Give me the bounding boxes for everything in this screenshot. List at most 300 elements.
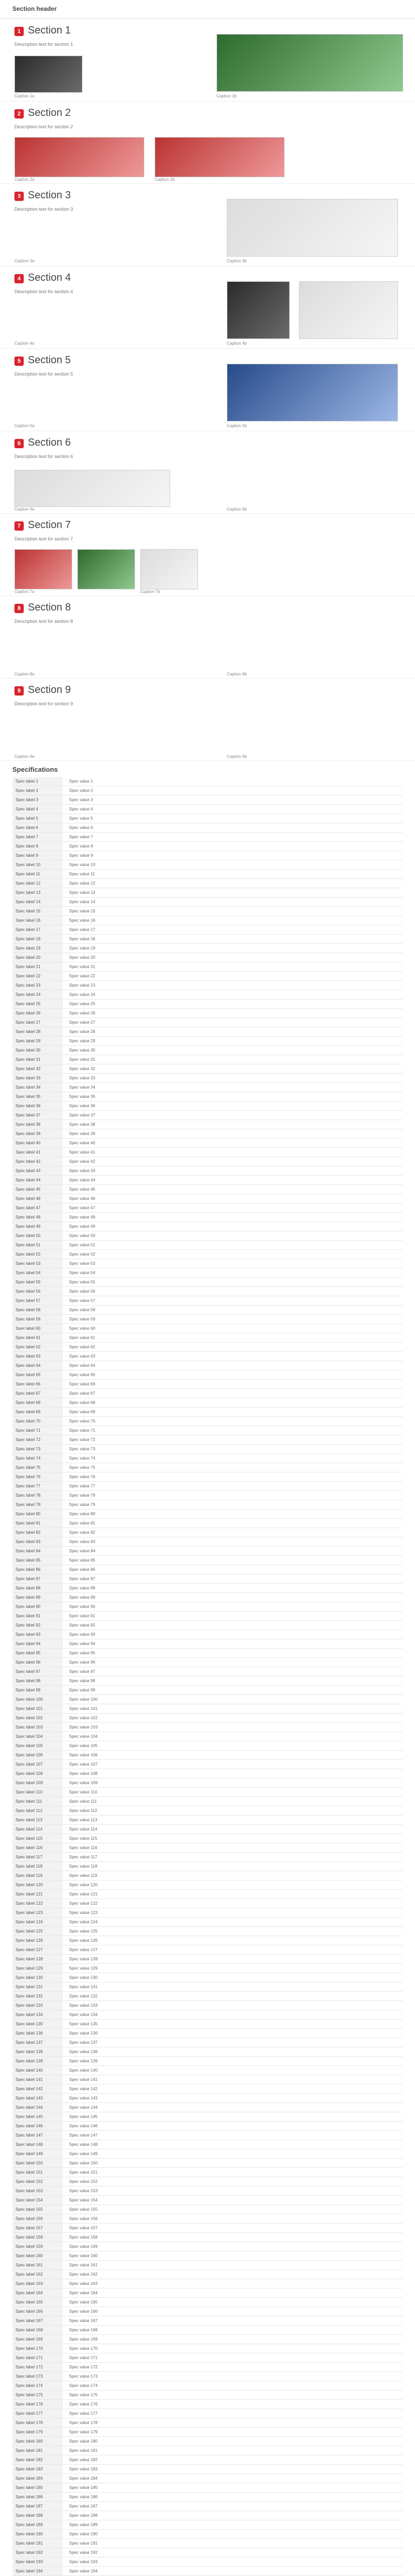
- spec-row: [12, 1537, 403, 1547]
- spec-row: [12, 1834, 403, 1843]
- spec-label: Spec label 75: [12, 1463, 63, 1472]
- spec-value: Spec value 142: [69, 2087, 98, 2091]
- spec-value: Spec value 85: [69, 1558, 95, 1563]
- feature-number: 2: [14, 109, 24, 118]
- spec-value: Spec value 23: [69, 983, 95, 988]
- spec-label: Spec label 27: [12, 1018, 63, 1027]
- spec-row: [12, 1816, 403, 1825]
- spec-label: Spec label 72: [12, 1435, 63, 1444]
- spec-label: Spec label 59: [12, 1315, 63, 1324]
- spec-label: Spec label 184: [12, 2474, 63, 2483]
- spec-value: Spec value 14: [69, 900, 95, 904]
- spec-value: Spec value 170: [69, 2346, 98, 2351]
- spec-row: [12, 2112, 403, 2122]
- spec-row: [12, 1241, 403, 1250]
- feature-title: Section 5: [28, 354, 71, 366]
- feature-caption: Caption 8a: [14, 672, 35, 676]
- spec-value: Spec value 26: [69, 1011, 95, 1015]
- spec-label: Spec label 111: [12, 1797, 63, 1806]
- feature-section: [0, 101, 415, 184]
- spec-value: Spec value 186: [69, 2495, 98, 2499]
- spec-value: Spec value 111: [69, 1799, 97, 1804]
- feature-description: Description text for section 2: [14, 124, 73, 129]
- spec-value: Spec value 143: [69, 2096, 98, 2100]
- spec-row: [12, 1185, 403, 1194]
- spec-value: Spec value 174: [69, 2383, 98, 2388]
- spec-row: [12, 1945, 403, 1955]
- spec-value: Spec value 162: [69, 2272, 98, 2277]
- spec-label: Spec label 99: [12, 1686, 63, 1694]
- spec-label: Spec label 125: [12, 1927, 63, 1936]
- spec-value: Spec value 188: [69, 2513, 98, 2518]
- spec-value: Spec value 16: [69, 918, 95, 923]
- spec-label: Spec label 156: [12, 2214, 63, 2223]
- spec-label: Spec label 181: [12, 2446, 63, 2455]
- spec-row: [12, 1667, 403, 1676]
- feature-number: 3: [14, 192, 24, 201]
- spec-label: Spec label 174: [12, 2381, 63, 2390]
- spec-label: Spec label 5: [12, 814, 63, 823]
- spec-row: [12, 2400, 403, 2409]
- spec-row: [12, 916, 403, 925]
- spec-row: [12, 2029, 403, 2038]
- spec-row: [12, 1009, 403, 1018]
- spec-label: Spec label 167: [12, 2316, 63, 2325]
- spec-row: [12, 1510, 403, 1519]
- spec-row: [12, 1853, 403, 1862]
- spec-label: Spec label 92: [12, 1621, 63, 1630]
- spec-label: Spec label 122: [12, 1899, 63, 1908]
- spec-value: Spec value 46: [69, 1196, 95, 1201]
- spec-label: Spec label 173: [12, 2372, 63, 2381]
- spec-label: Spec label 45: [12, 1185, 63, 1194]
- spec-value: Spec value 104: [69, 1734, 98, 1739]
- spec-value: Spec value 59: [69, 1317, 95, 1321]
- spec-value: Spec value 57: [69, 1298, 95, 1303]
- spec-label: Spec label 129: [12, 1964, 63, 1973]
- spec-row: [12, 2483, 403, 2493]
- spec-value: Spec value 131: [69, 1985, 98, 1989]
- spec-label: Spec label 31: [12, 1055, 63, 1064]
- spec-label: Spec label 172: [12, 2363, 63, 2371]
- spec-label: Spec label 143: [12, 2094, 63, 2103]
- spec-value: Spec value 8: [69, 844, 93, 849]
- feature-caption: Caption 5a: [14, 423, 35, 428]
- spec-label: Spec label 86: [12, 1565, 63, 1574]
- sample-photo: [14, 137, 144, 177]
- spec-value: Spec value 63: [69, 1354, 95, 1359]
- spec-row: [12, 1630, 403, 1639]
- spec-label: Spec label 28: [12, 1027, 63, 1036]
- spec-row: [12, 907, 403, 916]
- feature-caption: Caption 3a: [14, 259, 35, 263]
- spec-row: [12, 2335, 403, 2344]
- spec-label: Spec label 150: [12, 2159, 63, 2167]
- spec-value: Spec value 37: [69, 1113, 95, 1117]
- feature-caption: Caption 1a: [14, 94, 35, 98]
- spec-row: [12, 1751, 403, 1760]
- spec-label: Spec label 144: [12, 2103, 63, 2112]
- spec-label: Spec label 154: [12, 2196, 63, 2205]
- spec-value: Spec value 76: [69, 1475, 95, 1479]
- spec-label: Spec label 23: [12, 981, 63, 990]
- circuit-board-image: [217, 34, 403, 92]
- spec-value: Spec value 181: [69, 2448, 98, 2453]
- spec-label: Spec label 91: [12, 1612, 63, 1620]
- spec-row: [12, 1370, 403, 1380]
- spec-label: Spec label 146: [12, 2122, 63, 2130]
- spec-row: [12, 999, 403, 1009]
- spec-row: [12, 805, 403, 814]
- spec-row: [12, 2057, 403, 2066]
- spec-value: Spec value 87: [69, 1577, 95, 1581]
- spec-value: Spec value 163: [69, 2281, 98, 2286]
- spec-value: Spec value 160: [69, 2253, 98, 2258]
- spec-label: Spec label 165: [12, 2298, 63, 2307]
- feature-caption: Caption 5b: [227, 423, 247, 428]
- spec-value: Spec value 95: [69, 1651, 95, 1655]
- spec-label: Spec label 37: [12, 1111, 63, 1120]
- feature-caption: Caption 7b: [140, 589, 160, 594]
- spec-row: [12, 1936, 403, 1945]
- spec-label: Spec label 21: [12, 962, 63, 971]
- spec-row: [12, 1741, 403, 1751]
- spec-label: Spec label 68: [12, 1398, 63, 1407]
- spec-row: [12, 786, 403, 795]
- spec-row: [12, 1083, 403, 1092]
- spec-value: Spec value 1: [69, 779, 93, 784]
- spec-label: Spec label 54: [12, 1268, 63, 1277]
- spec-row: [12, 1519, 403, 1528]
- spec-label: Spec label 35: [12, 1092, 63, 1101]
- spec-label: Spec label 145: [12, 2112, 63, 2121]
- spec-label: Spec label 63: [12, 1352, 63, 1361]
- spec-row: [12, 833, 403, 842]
- spec-row: [12, 1231, 403, 1241]
- spec-row: [12, 2279, 403, 2289]
- spec-value: Spec value 33: [69, 1076, 95, 1080]
- spec-value: Spec value 128: [69, 1957, 98, 1961]
- spec-label: Spec label 33: [12, 1074, 63, 1082]
- spec-label: Spec label 169: [12, 2335, 63, 2344]
- spec-value: Spec value 74: [69, 1456, 95, 1461]
- spec-label: Spec label 83: [12, 1537, 63, 1546]
- feature-section: [0, 431, 415, 514]
- spec-row: [12, 2214, 403, 2224]
- spec-label: Spec label 112: [12, 1806, 63, 1815]
- spec-label: Spec label 93: [12, 1630, 63, 1639]
- spec-row: [12, 1139, 403, 1148]
- spec-label: Spec label 84: [12, 1547, 63, 1555]
- spec-row: [12, 935, 403, 944]
- spec-value: Spec value 50: [69, 1233, 95, 1238]
- spec-value: Spec value 136: [69, 2031, 98, 2036]
- spec-label: Spec label 53: [12, 1259, 63, 1268]
- spec-label: Spec label 25: [12, 999, 63, 1008]
- spec-row: [12, 1222, 403, 1231]
- spec-value: Spec value 185: [69, 2485, 98, 2490]
- spec-value: Spec value 157: [69, 2226, 98, 2230]
- spec-value: Spec value 25: [69, 1002, 95, 1006]
- spec-row: [12, 795, 403, 805]
- spec-value: Spec value 133: [69, 2003, 98, 2008]
- spec-label: Spec label 39: [12, 1129, 63, 1138]
- spec-label: Spec label 104: [12, 1732, 63, 1741]
- spec-label: Spec label 76: [12, 1472, 63, 1481]
- spec-row: [12, 2251, 403, 2261]
- spec-value: Spec value 19: [69, 946, 95, 951]
- spec-row: [12, 2187, 403, 2196]
- spec-value: Spec value 134: [69, 2012, 98, 2017]
- spec-row: [12, 2353, 403, 2363]
- spec-value: Spec value 137: [69, 2040, 98, 2045]
- spec-row: [12, 2455, 403, 2465]
- spec-value: Spec value 73: [69, 1447, 95, 1451]
- spec-label: Spec label 178: [12, 2418, 63, 2427]
- spec-value: Spec value 112: [69, 1808, 97, 1813]
- spec-label: Spec label 113: [12, 1816, 63, 1824]
- spec-label: Spec label 38: [12, 1120, 63, 1129]
- spec-row: [12, 2474, 403, 2483]
- spec-label: Spec label 96: [12, 1658, 63, 1667]
- spec-row: [12, 1593, 403, 1602]
- spec-row: [12, 1491, 403, 1500]
- spec-label: Spec label 130: [12, 1973, 63, 1982]
- spec-row: [12, 2539, 403, 2548]
- spec-row: [12, 2493, 403, 2502]
- spec-row: [12, 1213, 403, 1222]
- spec-row: [12, 2428, 403, 2437]
- spec-row: [12, 1778, 403, 1788]
- spec-value: Spec value 183: [69, 2467, 98, 2471]
- spec-value: Spec value 147: [69, 2133, 98, 2138]
- spec-value: Spec value 67: [69, 1391, 95, 1396]
- spec-row: [12, 2289, 403, 2298]
- spec-row: [12, 1927, 403, 1936]
- spec-row: [12, 1454, 403, 1463]
- spec-row: [12, 2511, 403, 2520]
- sample-photo: [14, 549, 72, 589]
- spec-row: [12, 1361, 403, 1370]
- spec-row: [12, 2066, 403, 2075]
- spec-row: [12, 2103, 403, 2112]
- spec-row: [12, 1890, 403, 1899]
- feature-title: Section 6: [28, 437, 71, 448]
- spec-value: Spec value 101: [69, 1706, 98, 1711]
- spec-row: [12, 2502, 403, 2511]
- spec-value: Spec value 34: [69, 1085, 95, 1090]
- spec-value: Spec value 9: [69, 853, 93, 858]
- spec-label: Spec label 50: [12, 1231, 63, 1240]
- spec-value: Spec value 119: [69, 1873, 97, 1878]
- spec-value: Spec value 72: [69, 1437, 95, 1442]
- spec-label: Spec label 69: [12, 1408, 63, 1416]
- spec-row: [12, 2381, 403, 2391]
- spec-value: Spec value 120: [69, 1883, 98, 1887]
- spec-row: [12, 1871, 403, 1880]
- spec-row: [12, 1908, 403, 1918]
- spec-value: Spec value 108: [69, 1771, 98, 1776]
- spec-row: [12, 1343, 403, 1352]
- spec-label: Spec label 44: [12, 1176, 63, 1184]
- feature-title: Section 1: [28, 25, 71, 36]
- spec-value: Spec value 191: [69, 2541, 98, 2546]
- spec-section: [0, 761, 415, 2576]
- spec-row: [12, 1973, 403, 1982]
- spec-value: Spec value 28: [69, 1029, 95, 1034]
- spec-label: Spec label 190: [12, 2530, 63, 2538]
- page-header: [0, 0, 415, 19]
- spec-row: [12, 1194, 403, 1204]
- spec-value: Spec value 123: [69, 1910, 98, 1915]
- spec-row: [12, 1955, 403, 1964]
- spec-value: Spec value 58: [69, 1308, 95, 1312]
- spec-value: Spec value 145: [69, 2114, 98, 2119]
- spec-value: Spec value 129: [69, 1966, 98, 1971]
- spec-row: [12, 2363, 403, 2372]
- spec-row: [12, 2242, 403, 2251]
- spec-row: [12, 925, 403, 935]
- spec-label: Spec label 115: [12, 1834, 63, 1843]
- spec-row: [12, 1324, 403, 1333]
- spec-label: Spec label 58: [12, 1306, 63, 1314]
- spec-row: [12, 814, 403, 823]
- feature-title: Section 7: [28, 519, 71, 531]
- spec-row: [12, 1825, 403, 1834]
- spec-label: Spec label 180: [12, 2437, 63, 2446]
- spec-row: [12, 1176, 403, 1185]
- spec-value: Spec value 189: [69, 2522, 98, 2527]
- feature-caption: Caption 1b: [217, 94, 237, 98]
- spec-label: Spec label 34: [12, 1083, 63, 1092]
- spec-value: Spec value 150: [69, 2161, 98, 2165]
- spec-value: Spec value 153: [69, 2189, 98, 2193]
- spec-value: Spec value 86: [69, 1567, 95, 1572]
- spec-row: [12, 1574, 403, 1584]
- spec-label: Spec label 14: [12, 897, 63, 906]
- spec-value: Spec value 91: [69, 1614, 95, 1618]
- spec-label: Spec label 6: [12, 823, 63, 832]
- spec-row: [12, 1092, 403, 1101]
- spec-value: Spec value 47: [69, 1206, 95, 1210]
- spec-row: [12, 1408, 403, 1417]
- spec-value: Spec value 39: [69, 1131, 95, 1136]
- spec-label: Spec label 78: [12, 1491, 63, 1500]
- spec-value: Spec value 97: [69, 1669, 95, 1674]
- spec-label: Spec label 168: [12, 2326, 63, 2334]
- spec-value: Spec value 161: [69, 2263, 98, 2267]
- feature-number: 4: [14, 274, 24, 283]
- spec-value: Spec value 178: [69, 2420, 98, 2425]
- spec-row: [12, 1612, 403, 1621]
- spec-value: Spec value 88: [69, 1586, 95, 1590]
- spec-label: Spec label 42: [12, 1157, 63, 1166]
- spec-row: [12, 1714, 403, 1723]
- spec-label: Spec label 13: [12, 888, 63, 897]
- spec-value: Spec value 106: [69, 1753, 98, 1757]
- spec-value: Spec value 192: [69, 2550, 98, 2555]
- spec-label: Spec label 158: [12, 2233, 63, 2242]
- spec-label: Spec label 66: [12, 1380, 63, 1388]
- feature-caption: Caption 2b: [155, 177, 175, 182]
- spec-value: Spec value 187: [69, 2504, 98, 2509]
- feature-caption: Caption 3b: [227, 259, 247, 263]
- spec-label: Spec label 135: [12, 2020, 63, 2028]
- spec-label: Spec label 36: [12, 1101, 63, 1110]
- spec-label: Spec label 179: [12, 2428, 63, 2436]
- spec-value: Spec value 4: [69, 807, 93, 811]
- feature-description: Description text for section 6: [14, 454, 73, 459]
- spec-row: [12, 1148, 403, 1157]
- spec-label: Spec label 170: [12, 2344, 63, 2353]
- spec-label: Spec label 131: [12, 1982, 63, 1991]
- feature-caption: Caption 6b: [227, 507, 247, 512]
- spec-row: [12, 2020, 403, 2029]
- spec-value: Spec value 159: [69, 2244, 98, 2249]
- spec-row: [12, 1732, 403, 1741]
- spec-label: Spec label 3: [12, 795, 63, 804]
- spec-value: Spec value 75: [69, 1465, 95, 1470]
- spec-row: [12, 2233, 403, 2242]
- spec-row: [12, 2140, 403, 2149]
- spec-value: Spec value 5: [69, 816, 93, 821]
- spec-label: Spec label 100: [12, 1695, 63, 1704]
- spec-value: Spec value 36: [69, 1104, 95, 1108]
- spec-value: Spec value 64: [69, 1363, 95, 1368]
- spec-value: Spec value 24: [69, 992, 95, 997]
- af-point-diagram: [227, 199, 398, 257]
- spec-label: Spec label 126: [12, 1936, 63, 1945]
- spec-label: Spec label 177: [12, 2409, 63, 2418]
- spec-row: [12, 2437, 403, 2446]
- spec-label: Spec label 137: [12, 2038, 63, 2047]
- spec-label: Spec label 64: [12, 1361, 63, 1370]
- spec-row: [12, 1584, 403, 1593]
- spec-value: Spec value 42: [69, 1159, 95, 1164]
- spec-value: Spec value 40: [69, 1141, 95, 1145]
- spec-label: Spec label 124: [12, 1918, 63, 1926]
- feature-description: Description text for section 5: [14, 371, 73, 377]
- spec-row: [12, 2001, 403, 2010]
- spec-value: Spec value 184: [69, 2476, 98, 2481]
- spec-row: [12, 1964, 403, 1973]
- spec-label: Spec label 10: [12, 860, 63, 869]
- spec-label: Spec label 82: [12, 1528, 63, 1537]
- spec-label: Spec label 49: [12, 1222, 63, 1231]
- spec-value: Spec value 167: [69, 2318, 98, 2323]
- spec-value: Spec value 105: [69, 1743, 98, 1748]
- spec-row: [12, 1306, 403, 1315]
- feature-caption: Caption 6a: [14, 507, 35, 512]
- spec-label: Spec label 97: [12, 1667, 63, 1676]
- spec-value: Spec value 151: [69, 2170, 98, 2175]
- spec-value: Spec value 141: [69, 2077, 98, 2082]
- spec-row: [12, 1760, 403, 1769]
- spec-value: Spec value 77: [69, 1484, 95, 1488]
- spec-label: Spec label 80: [12, 1510, 63, 1518]
- spec-row: [12, 1704, 403, 1714]
- spec-label: Spec label 133: [12, 2001, 63, 2010]
- spec-label: Spec label 194: [12, 2567, 63, 2575]
- spec-value: Spec value 130: [69, 1975, 98, 1980]
- spec-label: Spec label 46: [12, 1194, 63, 1203]
- header-title: Section header: [12, 5, 57, 12]
- feature-number: 6: [14, 439, 24, 448]
- spec-label: Spec label 160: [12, 2251, 63, 2260]
- resolution-comparison-image: [14, 470, 170, 507]
- spec-label: Spec label 47: [12, 1204, 63, 1212]
- spec-value: Spec value 158: [69, 2235, 98, 2240]
